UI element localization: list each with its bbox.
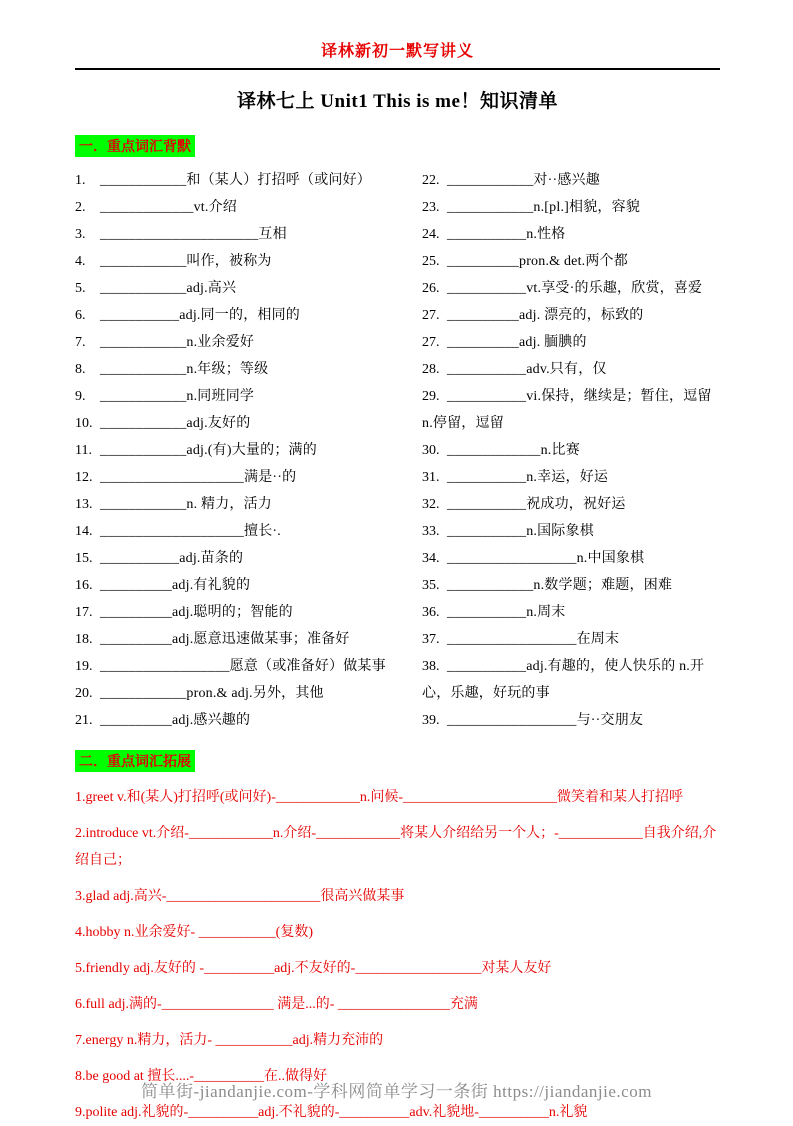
vocab-item	[75, 194, 422, 221]
item-number: 8.	[75, 362, 86, 377]
vocab-item	[75, 707, 422, 734]
item-number: 38.	[422, 659, 440, 674]
item-number: 3.	[75, 227, 86, 242]
item-text: ____________n.同班同学	[100, 389, 255, 404]
item-number: 16.	[75, 578, 93, 593]
item-number: 15.	[75, 551, 93, 566]
expansion-item: 6.full adj.满的-________________ 满是...的- ________________充满	[75, 997, 478, 1012]
item-number: 5.	[75, 281, 86, 296]
item-number: 14.	[75, 524, 93, 539]
item-number: 17.	[75, 605, 93, 620]
item-text: _____________n.比赛	[447, 443, 580, 458]
item-number: 11.	[75, 443, 92, 458]
item-number: 13.	[75, 497, 93, 512]
vocab-two-column-list	[75, 167, 720, 734]
item-text: ___________adv.只有，仅	[447, 362, 607, 377]
item-number: 31.	[422, 470, 440, 485]
item-text: ____________adj.(有)大量的；满的	[100, 443, 317, 458]
vocab-item	[422, 329, 720, 356]
item-number: 30.	[422, 443, 440, 458]
vocab-item	[422, 545, 720, 572]
item-number: 21.	[75, 713, 93, 728]
item-text: ___________adj.有趣的，使人快乐的 n.开心，乐趣，好玩的事	[422, 659, 705, 701]
vocab-item	[422, 248, 720, 275]
vocab-item	[422, 221, 720, 248]
vocab-item	[422, 518, 720, 545]
item-number: 37.	[422, 632, 440, 647]
expansion-item: 8.be good at 擅长....-__________在..做得好	[75, 1069, 327, 1084]
expansion-list	[75, 784, 720, 1126]
item-text: __________adj.愿意迅速做某事；准备好	[100, 632, 350, 647]
vocab-item	[422, 599, 720, 626]
vocab-column-right	[422, 167, 720, 734]
item-number: 20.	[75, 686, 93, 701]
vocab-item	[75, 572, 422, 599]
item-text: __________________n.中国象棋	[447, 551, 645, 566]
vocab-item	[75, 464, 422, 491]
vocab-item	[75, 248, 422, 275]
item-number: 39.	[422, 713, 440, 728]
item-number: 32.	[422, 497, 440, 512]
item-number: 25.	[422, 254, 440, 269]
document-header-title: 译林新初一默写讲义	[320, 43, 474, 60]
vocab-item	[422, 437, 720, 464]
vocab-item	[75, 491, 422, 518]
item-number: 1.	[75, 173, 86, 188]
item-number: 27.	[422, 308, 440, 323]
item-text: __________________愿意（或准备好）做某事	[100, 659, 386, 674]
item-text: ____________对··感兴趣	[447, 173, 600, 188]
item-text: ___________n.幸运，好运	[447, 470, 609, 485]
item-text: __________________与··交朋友	[447, 713, 644, 728]
item-number: 27.	[422, 335, 440, 350]
item-text: ___________adj.同一的，相同的	[100, 308, 301, 323]
item-number: 9.	[75, 389, 86, 404]
item-text: ____________pron.& adj.另外，其他	[100, 686, 324, 701]
item-number: 26.	[422, 281, 440, 296]
item-text: ___________n.性格	[447, 227, 566, 242]
item-number: 33.	[422, 524, 440, 539]
vocab-item	[75, 518, 422, 545]
item-text: _____________vt.介绍	[100, 200, 237, 215]
vocab-item	[422, 383, 720, 437]
vocab-item	[422, 626, 720, 653]
item-text: __________adj. 腼腆的	[447, 335, 587, 350]
vocab-item	[75, 599, 422, 626]
vocab-item	[75, 329, 422, 356]
item-number: 34.	[422, 551, 440, 566]
vocab-item	[75, 437, 422, 464]
item-number: 28.	[422, 362, 440, 377]
section1-heading: 一．重点词汇背默	[75, 135, 195, 157]
expansion-item: 2.introduce vt.介绍-____________n.介绍-____________将某人介绍给另一个人；-____________自我介绍,介绍自己；	[75, 826, 717, 868]
item-text: ___________n.国际象棋	[447, 524, 594, 539]
vocab-item	[422, 572, 720, 599]
item-number: 12.	[75, 470, 93, 485]
item-number: 35.	[422, 578, 440, 593]
vocab-item	[75, 275, 422, 302]
vocab-item	[75, 680, 422, 707]
item-text: ___________祝成功，祝好运	[447, 497, 626, 512]
vocab-item	[75, 356, 422, 383]
section1-heading-wrap	[75, 135, 720, 157]
item-text: ____________________擅长·.	[100, 524, 281, 539]
vocab-item	[422, 356, 720, 383]
vocab-item	[422, 302, 720, 329]
item-text: ____________adj.高兴	[100, 281, 237, 296]
item-text: ____________n.数学题；难题，困难	[447, 578, 673, 593]
section2-heading: 二．重点词汇拓展	[75, 750, 195, 772]
vocab-item	[75, 626, 422, 653]
section2-heading-wrap	[75, 750, 720, 772]
item-number: 29.	[422, 389, 440, 404]
item-number: 19.	[75, 659, 93, 674]
item-number: 22.	[422, 173, 440, 188]
page-footer: 简单街-jiandanjie.com-学科网简单学习一条街 https://jiandanjie.com	[141, 1082, 652, 1101]
item-text: ___________vt.享受·的乐趣，欣赏，喜爱	[447, 281, 703, 296]
item-text: ____________叫作，被称为	[100, 254, 272, 269]
vocab-item	[75, 302, 422, 329]
item-text: ____________________满是··的	[100, 470, 297, 485]
vocab-item	[422, 275, 720, 302]
vocab-column-left	[75, 167, 422, 734]
vocab-item	[75, 167, 422, 194]
vocab-item	[75, 410, 422, 437]
item-text: ____________n. 精力，活力	[100, 497, 272, 512]
header-divider	[75, 68, 720, 70]
item-number: 10.	[75, 416, 93, 431]
item-text: ___________n.周末	[447, 605, 566, 620]
vocab-item	[422, 194, 720, 221]
expansion-item: 9.polite adj.礼貌的-__________adj.不礼貌的-__________adv.礼貌地-__________n.礼貌	[75, 1105, 588, 1120]
expansion-item: 5.friendly adj.友好的 -__________adj.不友好的-__________________对某人友好	[75, 961, 552, 976]
item-text: __________________在周末	[447, 632, 620, 647]
item-number: 4.	[75, 254, 86, 269]
item-number: 36.	[422, 605, 440, 620]
item-text: __________pron.& det.两个都	[447, 254, 628, 269]
vocab-item	[422, 491, 720, 518]
item-number: 24.	[422, 227, 440, 242]
item-number: 6.	[75, 308, 86, 323]
item-number: 23.	[422, 200, 440, 215]
item-text: __________adj.感兴趣的	[100, 713, 251, 728]
vocab-item	[422, 464, 720, 491]
vocab-item	[75, 545, 422, 572]
vocab-item	[75, 653, 422, 680]
item-text: ____________n.业余爱好	[100, 335, 255, 350]
expansion-item: 7.energy n.精力，活力- ___________adj.精力充沛的	[75, 1033, 384, 1048]
item-text: __________adj.聪明的；智能的	[100, 605, 293, 620]
item-number: 2.	[75, 200, 86, 215]
item-text: ___________vi.保持，继续是；暂住，逗留 n.停留，逗留	[422, 389, 712, 431]
item-number: 7.	[75, 335, 86, 350]
vocab-item	[422, 653, 720, 707]
item-text: ____________n.[pl.]相貌，容貌	[447, 200, 641, 215]
item-number: 18.	[75, 632, 93, 647]
expansion-item: 3.glad adj.高兴-______________________很高兴做某事	[75, 889, 405, 904]
item-text: ___________adj.苗条的	[100, 551, 244, 566]
page-title: 译林七上 Unit1 This is me！知识清单	[237, 91, 558, 112]
item-text: ____________和（某人）打招呼（或问好）	[100, 173, 371, 188]
expansion-item: 4.hobby n.业余爱好- ___________(复数)	[75, 925, 313, 940]
vocab-item	[422, 707, 720, 734]
vocab-item	[422, 167, 720, 194]
item-text: ____________n.年级；等级	[100, 362, 269, 377]
vocab-item	[75, 383, 422, 410]
item-text: __________adj. 漂亮的，标致的	[447, 308, 644, 323]
item-text: ______________________互相	[100, 227, 287, 242]
item-text: ____________adj.友好的	[100, 416, 251, 431]
expansion-item: 1.greet v.和(某人)打招呼(或问好)-____________n.问候-______________________微笑着和某人打招呼	[75, 790, 684, 805]
vocab-item	[75, 221, 422, 248]
item-text: __________adj.有礼貌的	[100, 578, 251, 593]
